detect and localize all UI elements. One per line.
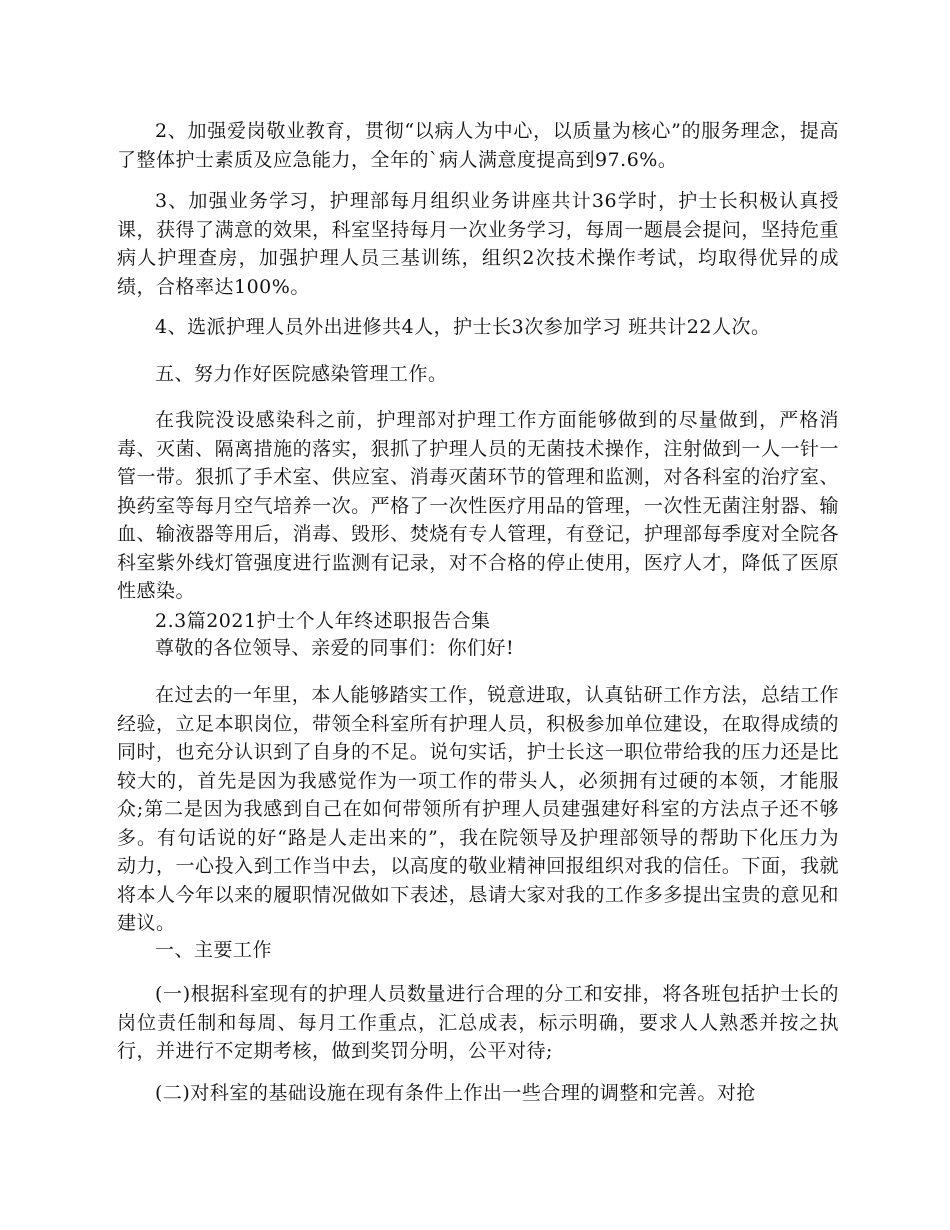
paragraph-infection-management: 在我院没设感染科之前，护理部对护理工作方面能够做到的尽量做到，严格消毒、灭菌、隔离措施的落实，狠抓了护理人员的无菌技术操作，注射做到一人一针一管一带。狠抓了手术室、供应室、消毒灭菌环节的管理和监测，对各科室的治疗室、换药室等每月空气培养一次。严格了一次性医疗用品的管理，一次性无菌注射器、输血、输液器等用后，消毒、毁形、焚烧有专人管理，有登记，护理部每季度对全院各科室紫外线灯管强度进行监测有记录，对不合格的停止使用，医疗人才，降低了医原性感染。 xyxy=(117,409,839,602)
paragraph-work-item-2: (二)对科室的基础设施在现有条件上作出一些合理的调整和完善。对抢 xyxy=(155,1082,756,1104)
paragraph-introduction: 在过去的一年里，本人能够踏实工作，锐意进取，认真钻研工作方法，总结工作经验，立足本职岗位，带领全科室所有护理人员，积极参加单位建设，在取得成绩的同时，也充分认识到了自身的不足。说句实话，护士长这一职位带给我的压力还是比较大的，首先是因为我感觉作为一项工作的带头人，必须拥有过硬的本领，才能服众;第二是因为我感到自己在如何带领所有护理人员建强建好科室的方法点子还不够多。有句话说的好“路是人走出来的”，我在院领导及护理部领导的帮助下化压力为动力，一心投入到工作当中去，以高度的敬业精神回报组织对我的信任。下面，我就将本人今年以来的履职情况做如下表述，恳请大家对我的工作多多提出宝贵的意见和建议。 xyxy=(117,684,839,934)
paragraph-training-outside: 4、选派护理人员外出进修共4人，护士长3次参加学习 班共计22人次。 xyxy=(155,316,771,338)
document-subtitle: 2.3篇2021护士个人年终述职报告合集 xyxy=(155,610,491,632)
paragraph-work-item-1: (一)根据科室现有的护理人员数量进行合理的分工和安排，将各班包括护士长的岗位责任制和每周、每月工作重点，汇总成表，标示明确，要求人人熟悉并按之执行，并进行不定期考核，做到奖罚分明，公平对待; xyxy=(117,983,839,1062)
section-heading-infection-control: 五、努力作好医院感染管理工作。 xyxy=(155,363,448,385)
paragraph-business-study: 3、加强业务学习，护理部每月组织业务讲座共计36学时，护士长积极认真授课，获得了满意的效果，科室坚持每月一次业务学习，每周一题晨会提问，坚持危重病人护理查房，加强护理人员三基训练，组织2次技术操作考试，均取得优异的成绩，合格率达100%。 xyxy=(117,190,839,298)
section-heading-main-work: 一、主要工作 xyxy=(155,939,273,961)
paragraph-service-concept: 2、加强爱岗敬业教育，贯彻“以病人为中心，以质量为核心”的服务理念，提高了整体护士素质及应急能力，全年的`病人满意度提高到97.6%。 xyxy=(117,120,839,171)
salutation: 尊敬的各位领导、亲爱的同事们：你们好! xyxy=(155,637,515,659)
